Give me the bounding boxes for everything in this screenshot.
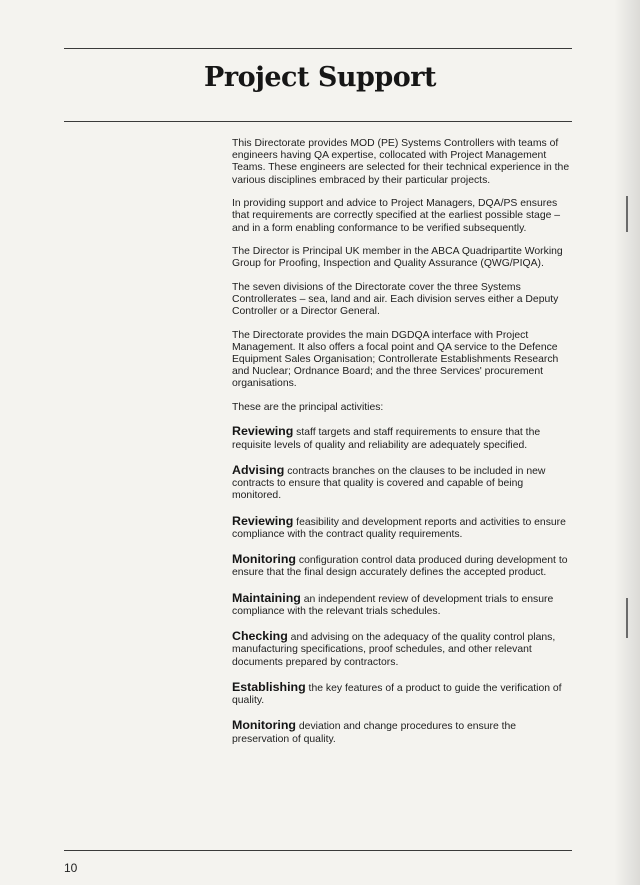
edge-mark-lower xyxy=(626,598,628,638)
activity-item xyxy=(232,592,572,618)
activity-text: and advising on the adequacy of the quality control plans, manufacturing specifications, proof schedules, and other relevant documents prepared by contractors. xyxy=(232,632,556,668)
paragraph-activities-intro: These are the principal activities: xyxy=(232,401,384,413)
body-text xyxy=(232,138,572,758)
activity-text: feasibility and development reports and activities to ensure compliance with the contract quality requirements. xyxy=(232,516,566,540)
activity-keyword: Monitoring xyxy=(232,552,296,567)
paragraph-intro: This Directorate provides MOD (PE) Systems Controllers with teams of engineers having QA expertise, collocated with Project Management Teams. These engineers are selected for their technical experience in the various disciplines embraced by their particular projects. xyxy=(232,138,570,186)
title-rule xyxy=(64,121,572,122)
activity-item xyxy=(232,681,572,707)
activity-keyword: Monitoring xyxy=(232,718,296,733)
paragraph-director: The Director is Principal UK member in the ABCA Quadripartite Working Group for Proofing, Inspection and Quality Assurance (QWG/PIQA). xyxy=(232,246,563,270)
activity-keyword: Establishing xyxy=(232,679,306,694)
paragraph-support: In providing support and advice to Project Managers, DQA/PS ensures that requirements are correctly specified at the earliest possible stage – and in a form enabling conformance to be verified subsequently. xyxy=(232,198,561,234)
activity-item xyxy=(232,425,572,451)
top-rule xyxy=(64,48,572,49)
activity-text: staff targets and staff requirements to ensure that the requisite levels of quality and reliability are adequately specified. xyxy=(232,427,541,451)
activity-keyword: Maintaining xyxy=(232,590,301,605)
activity-text: an independent review of development trials to ensure compliance with the relevant trials schedules. xyxy=(232,593,554,617)
activity-item xyxy=(232,464,572,503)
paragraph-interface: The Directorate provides the main DGDQA interface with Project Management. It also offers a focal point and QA service to the Defence Equipment Sales Organisation; Controllerate Establishments Research and Nuclear; Ordnance Board; and the three Services' procurement organisations. xyxy=(232,329,559,390)
activity-text: deviation and change procedures to ensure the preservation of quality. xyxy=(232,721,517,745)
bottom-rule xyxy=(64,850,572,851)
activity-text: contracts branches on the clauses to be included in new contracts to ensure that quality is covered and capable of being monitored. xyxy=(232,465,546,502)
activity-item xyxy=(232,515,572,541)
activity-keyword: Reviewing xyxy=(232,424,294,439)
activity-item xyxy=(232,630,572,669)
activity-keyword: Reviewing xyxy=(232,513,294,528)
activity-text: configuration control data produced during development to ensure that the final design accurately defines the accepted product. xyxy=(232,555,568,579)
activity-keyword: Advising xyxy=(232,462,285,477)
page-number: 10 xyxy=(64,861,78,875)
activity-text: the key features of a product to guide the verification of quality. xyxy=(232,682,562,707)
paragraph-divisions: The seven divisions of the Directorate cover the three Systems Controllerates – sea, land and air. Each division serves either a Deputy Controller or a Director General. xyxy=(232,281,559,318)
page-title: Project Support xyxy=(204,62,436,93)
page-edge-shadow xyxy=(614,0,640,885)
activity-item xyxy=(232,553,572,579)
activity-item xyxy=(232,719,572,745)
edge-mark-upper xyxy=(626,196,628,232)
activity-keyword: Checking xyxy=(232,629,288,644)
